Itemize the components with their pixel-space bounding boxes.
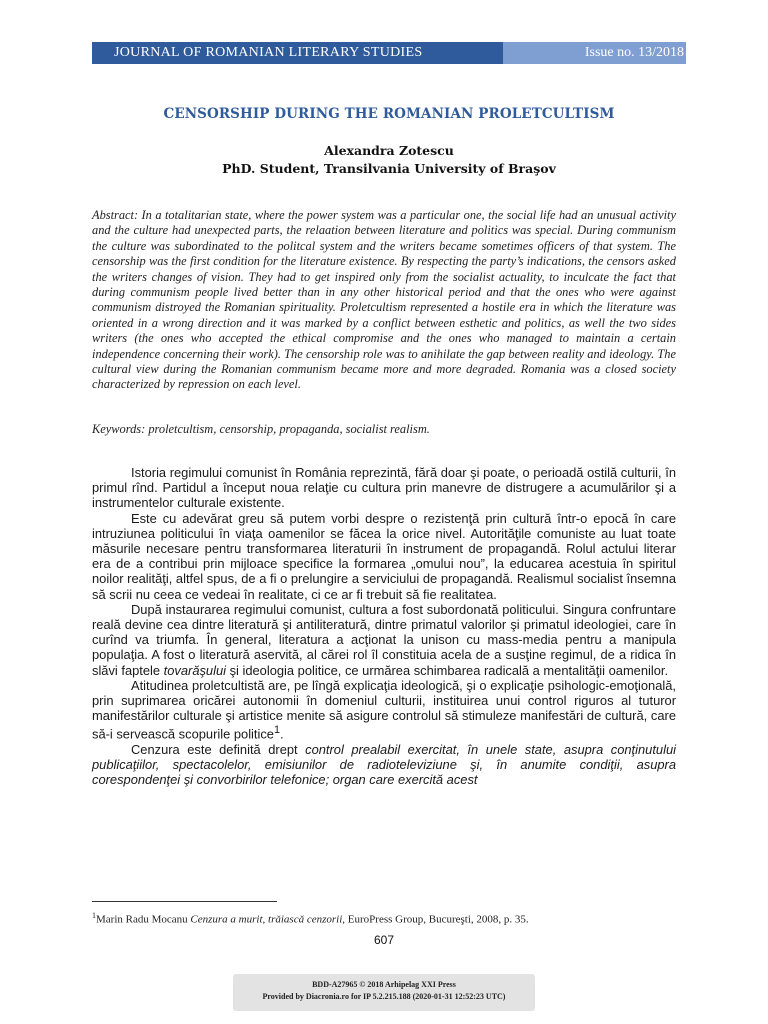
journal-header (92, 42, 686, 64)
stamp-line-1: BDD-A27965 © 2018 Arhipelag XXI Press (312, 980, 456, 989)
paragraph-3-text-b: şi ideologia politice, ce urmărea schimbarea radicală a mentalităţii oamenilor. (226, 662, 669, 678)
keywords: Keywords: proletcultism, censorship, propaganda, socialist realism. (92, 422, 430, 436)
provenance-stamp (233, 974, 535, 1011)
paragraph-2: Este cu adevărat greu să putem vorbi despre o rezistenţă prin cultură într-o epocă în care intruziunea politicului în viaţa oamenilor se făcea la orice nivel. Autorităţile comuniste au luat toate măsurile necesare pentru transformarea literaturii în instrument de propagandă. Rolul actului literar era de a contribui prin mijloace specifice la formarea „omului nou”, la educarea acestuia în spiritul noilor realităţi, altfel spus, de a fi o prelungire a serviciului de propagandă. Realismul socialist însemna să scrii nu ceea ce vedeai în realitate, ci ce ar fi trebuit să fie realitatea. (92, 510, 676, 602)
stamp-line-2: Provided by Diacronia.ro for IP 5.2.215.188 (2020-01-31 12:52:23 UTC) (262, 992, 506, 1001)
author-name: Alexandra Zotescu (324, 143, 454, 158)
paragraph-5-italic: control prealabil exercitat, în unele state, asupra conţinutului publicaţiilor, spectacolelor, emisiunilor de radioteleviziune şi, în anumite condiţii, asupra corespondenţei şi convorbirilor telefonice; organ care exercită acest (92, 741, 676, 788)
paragraph-1: Istoria regimului comunist în România reprezintă, fără doar şi poate, o perioadă ostilă culturii, în primul rînd. Partidul a început noua relaţie cu cultura prin manevre de distrugere a acumulărilor şi a instrumentelor culturale existente. (92, 465, 676, 511)
footnote-author: Marin Radu Mocanu (96, 913, 191, 926)
paragraph-4-text: Atitudinea proletcultistă are, pe lîngă explicaţia ideologică, şi o explicaţie psihologic-emoţională, prin suprimarea oricărei autonomii în domeniul culturii, instituirea unui control riguros al tuturor manifestărilor culturale şi artistice menite să asigure controlul să stimuleze manifestări de cultură, care să-i servească scopurile politice (92, 677, 676, 742)
abstract: Abstract: In a totalitarian state, where the power system was a particular one, the social life had an unusual activity and the culture had unexpected parts, the relaation between literature and politics was special. During communism the culture was subordinated to the politcal system and the writers became sometimes officers of that system. The censorship was the first condition for the literature existence. By respecting the party’s indications, the censors asked the writers changes of vision. They had to get inspired only from the socialist actuality, to inculcate the fact that during communism people lived better than in any other historical period and that the ones who were against communism distroyed the Romanian spirituality. Proletcultism represented a hostile era in which the literature was oriented in a wrong direction and it was marked by a conflict between esthetic and politics, as well the two sides writers (the ones who accepted the ethical compromise and the ones who managed to maintain a certain independence concerning their work). The censorship role was to anihilate the gap between reality and ideology. The cultural view during the Romanian communism became more and more degraded. Romania was a closed society characterized by repression on each level. (92, 208, 676, 392)
paragraph-5-text: Cenzura este definită drept (131, 741, 306, 757)
issue-number: Issue no. 13/2018 (503, 42, 686, 64)
paragraph-5 (92, 742, 676, 788)
paragraph-4 (92, 678, 676, 742)
footnote-work: Cenzura a murit, trăiască cenzorii (190, 913, 343, 926)
footnote-details: , EuroPress Group, Bucureşti, 2008, p. 35. (342, 913, 529, 926)
paragraph-3-italic: tovarăşului (163, 662, 226, 678)
page-number: 607 (373, 933, 395, 947)
paragraph-4-end: . (279, 726, 284, 742)
footnote-reference: 1 (273, 724, 280, 737)
paragraph-3 (92, 602, 676, 678)
paragraph-3-text-a: După instaurarea regimului comunist, cultura a fost subordonată politicului. Singura confruntare reală devine cea dintre literatură şi antiliteratură, dintre primatul valorilor şi primatul ideologiei, care în curînd va triumfa. În general, literatura a acţionat la unison cu mass-media pentru a manipula populaţia. A fost o literatură aservită, al cărei rol îl constituia acela de a susţine regimul, de a ridica în slăvi faptele (92, 601, 676, 678)
journal-name: JOURNAL OF ROMANIAN LITERARY STUDIES (92, 42, 503, 64)
author-affiliation: PhD. Student, Transilvania University of Braşov (222, 161, 556, 176)
footnote (92, 909, 692, 927)
article-body (92, 465, 676, 788)
footnote-separator (92, 901, 277, 902)
author-block (92, 142, 686, 178)
article-title: CENSORSHIP DURING THE ROMANIAN PROLETCULTISM (163, 106, 615, 122)
footnote-mark: 1 (92, 911, 96, 920)
